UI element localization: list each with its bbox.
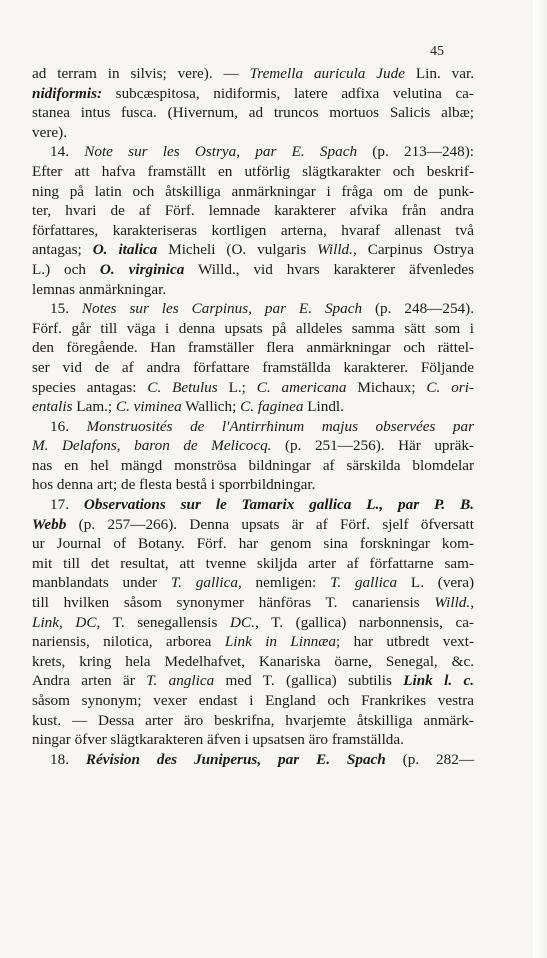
text-segment: 18. xyxy=(50,750,86,768)
text-segment: Lindl. xyxy=(303,398,344,416)
text-segment: species antagas: xyxy=(32,378,148,396)
body-text xyxy=(32,64,474,769)
text-line xyxy=(32,201,474,221)
text-line xyxy=(32,750,474,770)
text-segment: Förf. går till väga i denna upsats på alldeles samma sätt som i xyxy=(32,319,474,337)
text-segment: antagas; xyxy=(32,241,93,259)
italic-text-segment: O. italica xyxy=(92,241,158,259)
italic-text-segment: DC. xyxy=(230,613,255,631)
text-line xyxy=(32,475,474,495)
text-segment: manblandats under xyxy=(32,574,171,592)
italic-text-segment: Tremella auricula Jude xyxy=(249,65,405,82)
text-segment: L. (vera) xyxy=(397,574,475,592)
text-segment: med T. (gallica) subtilis xyxy=(214,672,404,690)
italic-text-segment: C. viminea xyxy=(115,398,182,416)
text-line xyxy=(32,240,474,260)
italic-text-segment: Link l. c. xyxy=(403,672,475,690)
italic-text-segment: entalis xyxy=(32,398,73,416)
text-segment: vere). xyxy=(32,123,67,141)
text-segment: , T. senegallensis xyxy=(96,613,231,631)
italic-text-segment: Link, DC xyxy=(32,613,97,631)
text-segment: L.; xyxy=(217,378,257,396)
text-segment: Lin. var. xyxy=(404,65,474,82)
text-line xyxy=(32,338,474,358)
text-segment: författares, karakteriseras kortligen arterna, hvaraf allenast två xyxy=(32,221,474,239)
text-line xyxy=(32,319,474,339)
italic-text-segment: T. anglica xyxy=(146,672,215,690)
text-line xyxy=(32,103,474,123)
text-segment: till hvilken såsom synonymer hänföras T. canariensis xyxy=(32,594,435,612)
text-segment: , T. (gallica) narbonnensis, ca- xyxy=(254,613,474,631)
italic-text-segment: Révision des Juniperus, par E. Spach xyxy=(85,750,386,768)
text-segment: , xyxy=(470,594,474,612)
page-number: 45 xyxy=(430,44,444,59)
text-line xyxy=(32,652,474,672)
italic-text-segment: Webb xyxy=(32,515,67,533)
text-line xyxy=(32,417,474,437)
text-line xyxy=(32,593,474,613)
italic-text-segment: C. faginea xyxy=(240,398,304,416)
italic-text-segment: C. Betulus xyxy=(147,378,218,396)
italic-text-segment: Observations sur le Tamarix gallica L., par P. B. xyxy=(83,496,474,514)
text-segment: Lam.; xyxy=(72,398,116,416)
text-segment: den föregående. Han framställer flera anmärkningar och rättel- xyxy=(32,339,474,357)
text-segment: 14. xyxy=(50,143,85,161)
text-line xyxy=(32,671,474,691)
text-segment: (p. 248—254). xyxy=(362,300,474,318)
text-segment: ur Journal of Botany. Förf. har genom sina forskningar kom- xyxy=(32,535,474,553)
text-segment: ter, hvari de af Förf. lemnade karakterer afvika från andra xyxy=(32,202,474,220)
text-segment: Michaux; xyxy=(346,378,427,396)
text-segment: Micheli (O. vulgaris xyxy=(157,241,318,259)
text-line xyxy=(32,436,474,456)
text-segment: stanea intus fusca. (Hivernum, ad truncos mortuos Salicis albæ; xyxy=(32,104,474,122)
text-segment: såsom synonym; vexer endast i England och Frankrikes vestra xyxy=(32,692,474,709)
text-line xyxy=(32,515,474,535)
text-line xyxy=(32,378,474,398)
text-line xyxy=(32,182,474,202)
text-segment: ad terram in silvis; vere). — xyxy=(32,65,250,82)
text-line xyxy=(32,299,474,319)
italic-text-segment: C. americana xyxy=(256,378,347,396)
italic-text-segment: nidiformis: xyxy=(32,84,103,102)
text-segment: , nemligen: xyxy=(237,574,331,592)
text-line xyxy=(32,691,474,711)
text-segment: (p. 257—266). Denna upsats är af Förf. sjelf öfversatt xyxy=(66,515,474,533)
italic-text-segment: Notes sur les Carpinus, par E. Spach xyxy=(81,300,363,318)
text-segment: ; har utbredt vext- xyxy=(336,633,474,651)
text-segment: (p. 282— xyxy=(385,750,475,768)
italic-text-segment: Willd. xyxy=(317,241,353,259)
text-line xyxy=(32,456,474,476)
text-segment: , Carpinus Ostrya xyxy=(352,241,474,259)
text-line xyxy=(32,554,474,574)
text-line xyxy=(32,613,474,633)
text-line xyxy=(32,123,474,143)
italic-text-segment: Willd. xyxy=(434,594,471,612)
text-line xyxy=(32,84,474,104)
text-segment: Efter att hafva framställt en utförlig slägtkarakter och beskrif- xyxy=(32,162,474,180)
text-segment: krets, kring hela Medelhafvet, Kanariska öarne, Senegal, &c. xyxy=(32,652,474,670)
text-segment: 16. xyxy=(50,417,87,435)
text-line xyxy=(32,397,474,417)
text-line xyxy=(32,358,474,378)
text-segment: ser vid de af andra författare framställda karakterer. Följande xyxy=(32,358,474,376)
italic-text-segment: Link in Linnæa xyxy=(224,633,336,651)
italic-text-segment: C. ori- xyxy=(426,378,474,396)
text-line xyxy=(32,162,474,182)
text-line xyxy=(32,260,474,280)
text-line xyxy=(32,632,474,652)
text-segment: subcæspitosa, nidiformis, latere adfixa velutina ca- xyxy=(102,84,474,102)
page-edge xyxy=(533,0,547,958)
text-line xyxy=(32,534,474,554)
text-segment: Wallich; xyxy=(181,398,241,416)
text-segment: Andra arten är xyxy=(32,672,147,690)
text-segment: 17. xyxy=(50,496,84,514)
italic-text-segment: T. gallica xyxy=(330,574,398,592)
text-segment: kust. — Dessa arter äro beskrifna, hvarjemte åtskilliga anmärk- xyxy=(32,711,474,729)
text-segment: (p. 251—256). Här upräk- xyxy=(271,437,474,455)
text-segment: Willd., vid hvars karakterer äfvenledes xyxy=(184,260,475,278)
text-segment: ningar öfver slägtkarakteren äfven i upsatsen äro framställda. xyxy=(32,731,404,749)
text-line xyxy=(32,495,474,515)
italic-text-segment: Note sur les Ostrya, par E. Spach xyxy=(84,143,358,161)
text-segment: (p. 213—248): xyxy=(357,143,475,161)
text-line xyxy=(32,142,474,162)
text-segment: mit till det resultat, att tvenne skiljda arter af författarne sam- xyxy=(32,554,474,572)
italic-text-segment: Monstruosités de l'Antirrhinum majus observées par xyxy=(86,417,474,435)
text-line xyxy=(32,573,474,593)
text-segment: nas en hel mängd monströsa bildningar af särskilda blomdelar xyxy=(32,456,474,474)
italic-text-segment: O. virginica xyxy=(99,260,185,278)
text-segment: 15. xyxy=(50,300,82,318)
text-segment: nariensis, nilotica, arborea xyxy=(32,633,225,651)
text-segment: L.) och xyxy=(32,260,100,278)
italic-text-segment: M. Delafons, baron de Melicocq. xyxy=(32,437,272,455)
text-line xyxy=(32,711,474,731)
text-segment: ning på latin och åtskilliga anmärkningar i fråga om de punk- xyxy=(32,182,474,200)
text-line xyxy=(32,221,474,241)
text-segment: hos denna art; de flesta bestå i sporrbildningar. xyxy=(32,476,316,494)
text-segment: lemnas anmärkningar. xyxy=(32,280,167,298)
text-line xyxy=(32,280,474,300)
text-line xyxy=(32,730,474,750)
italic-text-segment: T. gallica xyxy=(170,574,238,592)
text-line xyxy=(32,64,474,84)
